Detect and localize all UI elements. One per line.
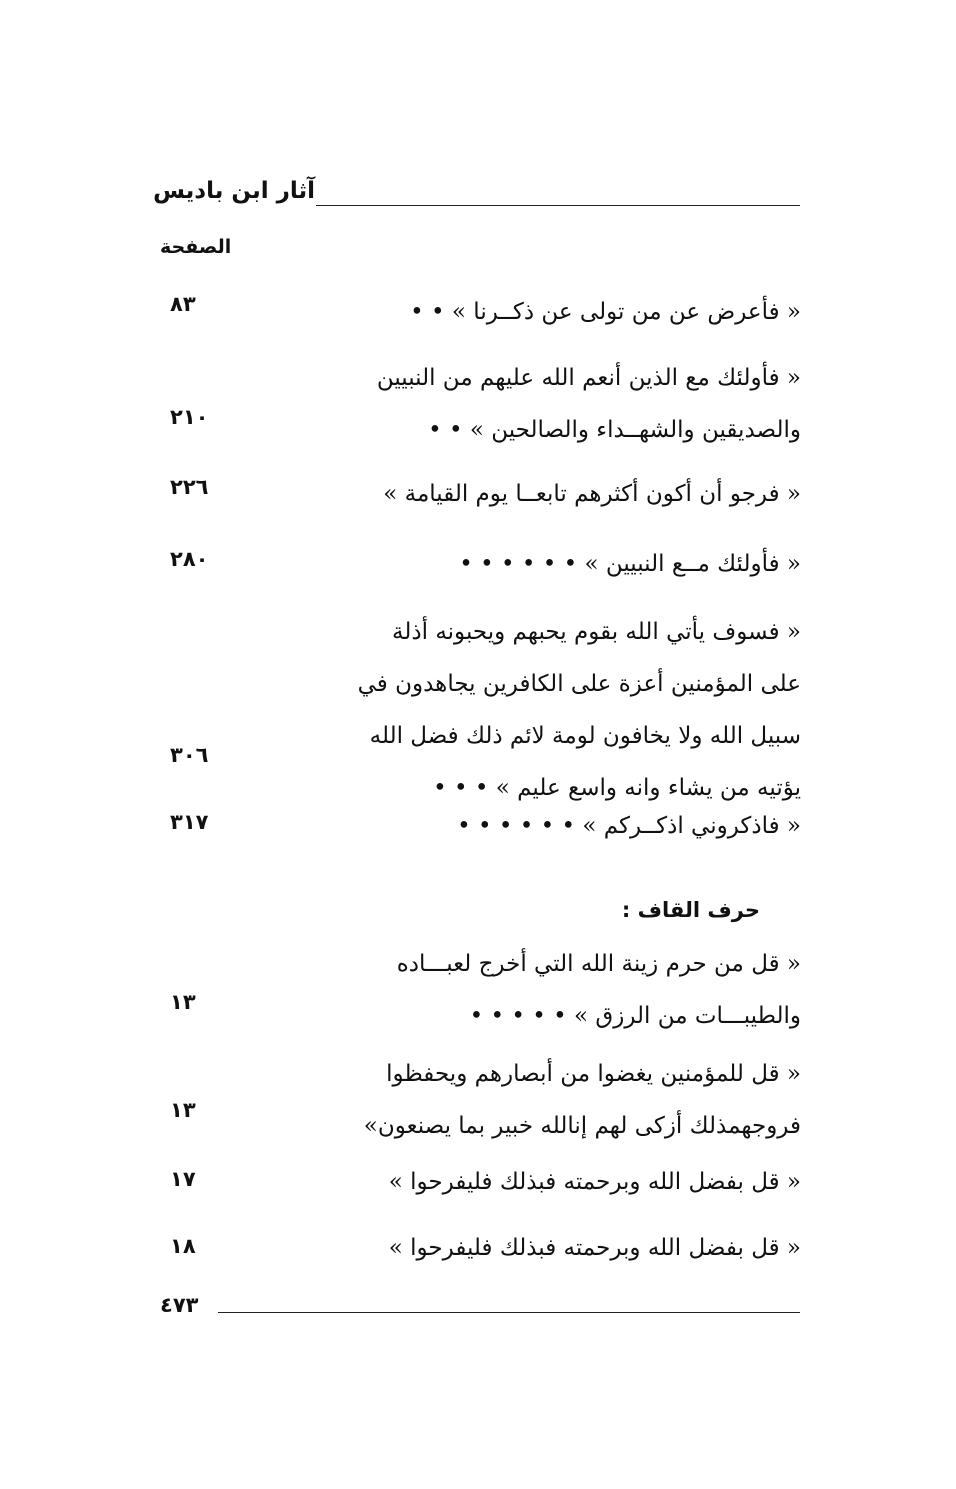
folio-number: ٤٧٣ <box>160 1293 199 1317</box>
entry-page-number: ٣١٧ <box>170 810 209 834</box>
index-entry <box>361 468 801 520</box>
book-title: آثار ابن باديس <box>153 178 315 204</box>
page-footer <box>160 1293 800 1323</box>
entry-line: « قل بفضل الله وبرحمته فبذلك فليفرحوا » <box>388 1235 801 1261</box>
entry-page-number: ٢٨٠ <box>170 547 209 571</box>
entry-line: « فرجو أن أكون أكثرهم تابعــا يوم القيامة » <box>383 481 801 507</box>
entry-line: والطيبـــات من الرزق » • • • • • <box>469 1003 801 1029</box>
footer-rule <box>218 1312 800 1313</box>
entry-line: « قل بفضل الله وبرحمته فبذلك فليفرحوا » <box>388 1169 801 1195</box>
entry-page-number: ٢٢٦ <box>170 475 209 499</box>
entry-page-number: ٣٠٦ <box>170 743 209 767</box>
entry-line: « قل للمؤمنين يغضوا من أبصارهم ويحفظوا <box>386 1061 801 1087</box>
entry-line: يؤتيه من يشاء وانه واسع عليم » • • • <box>433 775 801 801</box>
index-entry <box>361 1222 801 1274</box>
page-column-label: الصفحة <box>160 236 232 258</box>
entry-line: « فاذكروني اذكــركم » • • • • • • <box>457 813 801 839</box>
entry-line: سبيل الله ولا يخافون لومة لائم ذلك فضل الله <box>369 723 801 749</box>
entry-page-number: ٨٣ <box>170 292 196 316</box>
index-entry <box>357 606 801 814</box>
entry-page-number: ١٨ <box>170 1234 196 1258</box>
entry-line: والصديقين والشهــداء والصالحين » • • <box>428 417 801 443</box>
entry-line: فروجهمذلك أزكى لهم إنالله خبير بما يصنعون» <box>363 1113 801 1139</box>
index-entry <box>361 538 801 590</box>
entry-line: « قل من حرم زينة الله التي أخرج لعبـــاده <box>396 951 801 977</box>
entry-page-number: ١٣ <box>170 990 196 1014</box>
entry-line: « فسوف يأتي الله بقوم يحبهم ويحبونه أذلة <box>392 619 801 645</box>
index-entry <box>361 938 801 1042</box>
entry-line: « فأولئك مع الذين أنعم الله عليهم من النبيين <box>376 365 801 391</box>
section-heading: حرف القاف : <box>621 898 760 922</box>
entry-line: « فأعرض عن من تولى عن ذكــرنا » • • <box>410 299 801 325</box>
entry-page-number: ٢١٠ <box>170 405 209 429</box>
entry-page-number: ١٧ <box>170 1167 196 1191</box>
index-entry <box>361 800 801 852</box>
entry-line: « فأولئك مــع النبيين » • • • • • • <box>459 551 801 577</box>
index-entry <box>361 1048 801 1152</box>
entry-line: على المؤمنين أعزة على الكافرين يجاهدون في <box>357 671 801 697</box>
index-entry <box>361 286 801 338</box>
index-entry <box>361 1156 801 1208</box>
running-header <box>153 178 800 214</box>
index-entry <box>361 352 801 456</box>
header-rule <box>316 205 800 206</box>
entry-page-number: ١٣ <box>170 1098 196 1122</box>
